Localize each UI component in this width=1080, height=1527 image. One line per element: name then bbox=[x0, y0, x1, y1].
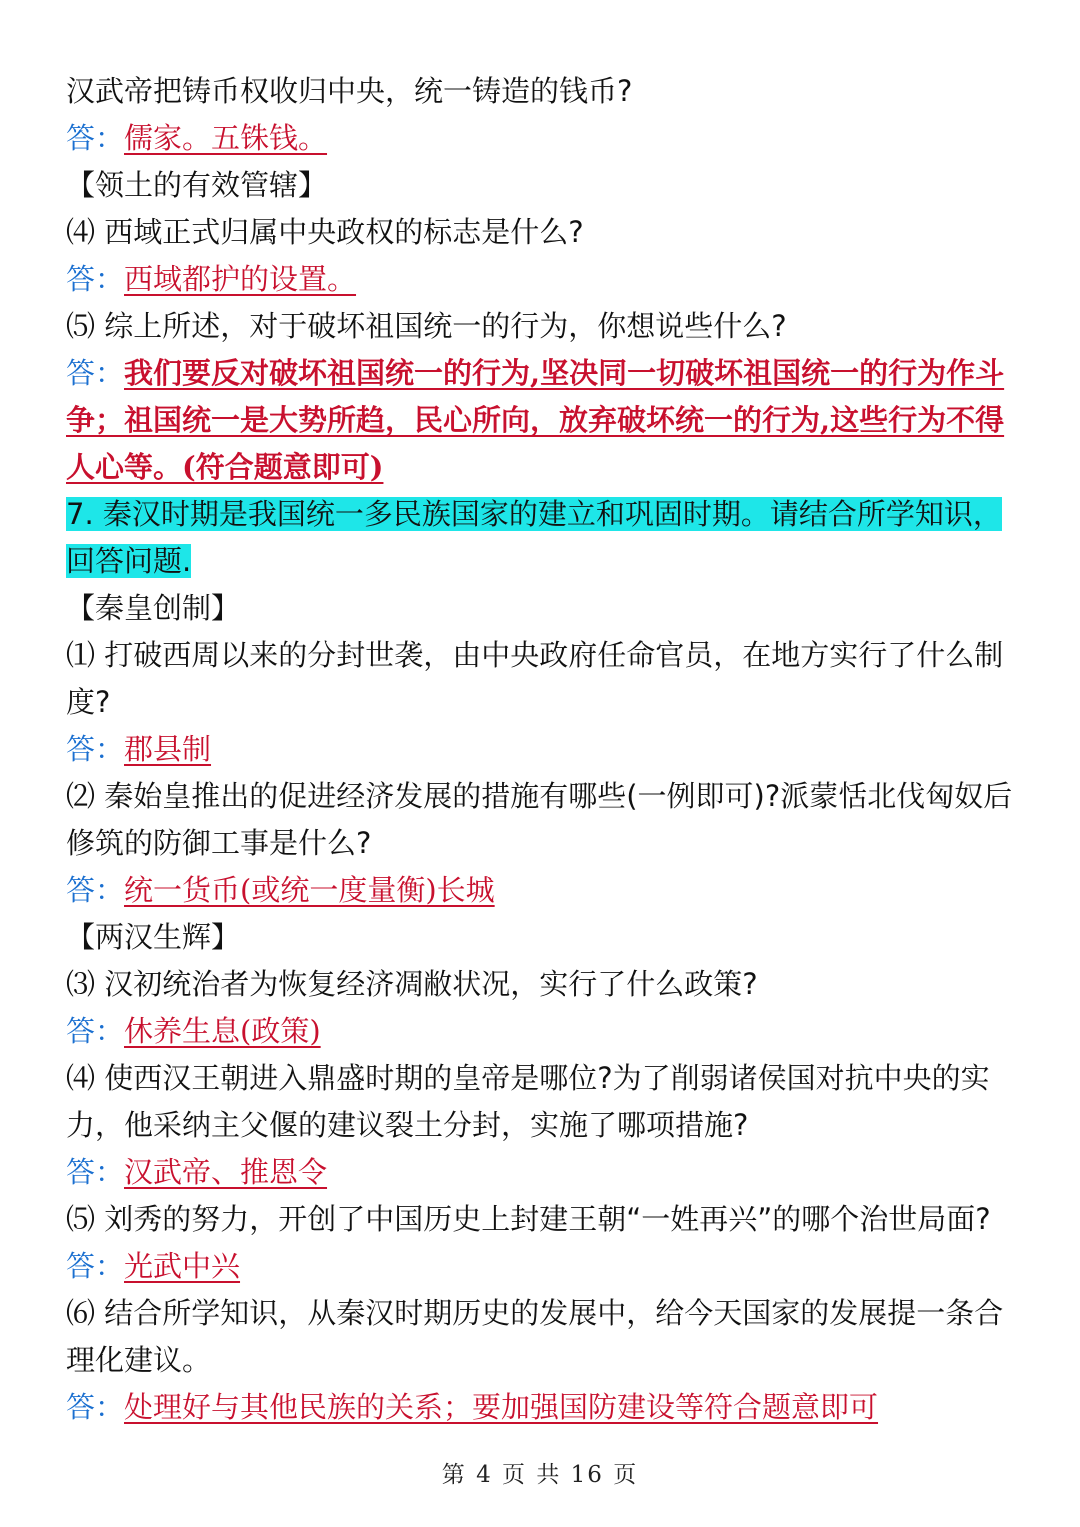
answer-line bbox=[66, 256, 1018, 303]
answer-line bbox=[66, 350, 1018, 491]
question-7-text bbox=[66, 491, 1018, 585]
answer-prefix: 答： bbox=[66, 1249, 125, 1283]
answer-line bbox=[66, 867, 1018, 914]
answer-line bbox=[66, 1149, 1018, 1196]
question-text: ⑹ 结合所学知识，从秦汉时期历史的发展中，给今天国家的发展提一条合理化建议。 bbox=[66, 1296, 1004, 1377]
answer-text: 汉武帝、推恩令 bbox=[124, 1155, 328, 1189]
answer-prefix: 答： bbox=[66, 121, 125, 155]
answer-text: 统一货币(或统一度量衡)长城 bbox=[124, 873, 495, 907]
answer-text: 儒家。五铢钱。 bbox=[124, 121, 328, 155]
section-heading: 【领土的有效管辖】 bbox=[66, 168, 328, 202]
answer-prefix: 答： bbox=[66, 356, 125, 390]
answer-prefix: 答： bbox=[66, 262, 125, 296]
section-heading: 【两汉生辉】 bbox=[66, 920, 241, 954]
answer-text: 我们要反对破坏祖国统一的行为,坚决同一切破坏祖国统一的行为作斗争；祖国统一是大势所趋，民心所向，放弃破坏统一的行为,这些行为不得人心等。(符合题意即可) bbox=[66, 356, 1005, 484]
answer-prefix: 答： bbox=[66, 1390, 125, 1424]
highlighted-question: 7. 秦汉时期是我国统一多民族国家的建立和巩固时期。请结合所学知识，回答问题. bbox=[66, 497, 1002, 578]
question-text: ⑴ 打破西周以来的分封世袭，由中央政府任命官员，在地方实行了什么制度? bbox=[66, 638, 1004, 719]
answer-line bbox=[66, 115, 1018, 162]
answer-prefix: 答： bbox=[66, 732, 125, 766]
question-text: ⑷ 西域正式归属中央政权的标志是什么? bbox=[66, 215, 584, 249]
page-number-footer: 第 4 页 共 16 页 bbox=[441, 1462, 639, 1488]
answer-prefix: 答： bbox=[66, 1155, 125, 1189]
answer-text: 处理好与其他民族的关系；要加强国防建设等符合题意即可 bbox=[124, 1390, 879, 1424]
answer-text: 郡县制 bbox=[124, 732, 212, 766]
question-text: ⑸ 刘秀的努力，开创了中国历史上封建王朝“一姓再兴”的哪个治世局面? bbox=[66, 1202, 991, 1236]
question-text: 汉武帝把铸币权收归中央，统一铸造的钱币? bbox=[66, 74, 633, 108]
answer-text: 光武中兴 bbox=[124, 1249, 241, 1283]
answer-text: 西域都护的设置。 bbox=[124, 262, 357, 296]
answer-prefix: 答： bbox=[66, 873, 125, 907]
answer-line bbox=[66, 726, 1018, 773]
answer-text: 休养生息(政策) bbox=[124, 1014, 321, 1048]
question-text: ⑶ 汉初统治者为恢复经济凋敝状况，实行了什么政策? bbox=[66, 967, 758, 1001]
answer-line bbox=[66, 1384, 1018, 1431]
question-text: ⑷ 使西汉王朝进入鼎盛时期的皇帝是哪位?为了削弱诸侯国对抗中央的实力，他采纳主父偃的建议裂土分封，实施了哪项措施? bbox=[66, 1061, 990, 1142]
answer-line bbox=[66, 1243, 1018, 1290]
section-heading: 【秦皇创制】 bbox=[66, 591, 241, 625]
answer-prefix: 答： bbox=[66, 1014, 125, 1048]
question-text: ⑵ 秦始皇推出的促进经济发展的措施有哪些(一例即可)?派蒙恬北伐匈奴后修筑的防御工事是什么? bbox=[66, 779, 1013, 860]
question-text: ⑸ 综上所述，对于破坏祖国统一的行为，你想说些什么? bbox=[66, 309, 787, 343]
answer-line bbox=[66, 1008, 1018, 1055]
